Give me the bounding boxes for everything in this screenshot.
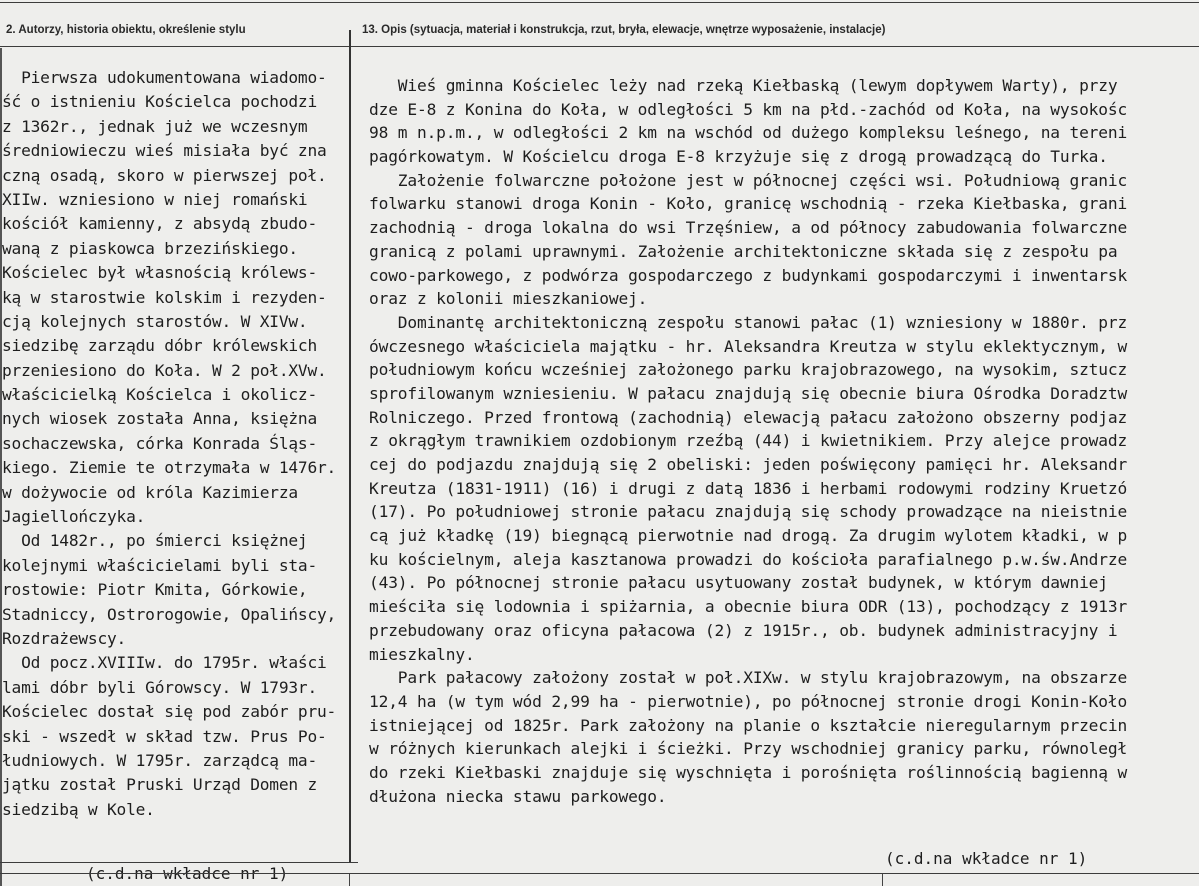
text-line: południowym końcu wcześniej założonego parku krajobrazowego, na wysokim, sztucz [369, 360, 1128, 380]
bottom-rule [0, 873, 1199, 874]
text-line: sprofilowanym wzniesieniu. W pałacu znajdują się obecnie biura Ośrodka Doradztw [369, 383, 1128, 403]
text-line: Kościelec dostał się pod zabór pru- [2, 702, 337, 722]
text-line: cą już kładkę (19) biegnącą pierwotnie nad drogą. Za drugim wylotem kładki, w p [369, 526, 1128, 546]
text-line: przeniesiono do Koła. W 2 poł.XVw. [2, 360, 327, 380]
text-line: (43). Po północnej stronie pałacu usytuowany został budynek, w którym dawniej [369, 573, 1108, 593]
bottom-rule-left [0, 862, 358, 863]
description-text-column [369, 74, 1199, 808]
text-line: czną osadą, skoro w pierwszej poł. [2, 165, 327, 185]
text-line: rostowie: Piotr Kmita, Górkowie, [2, 580, 308, 600]
text-line: w różnych kierunkach alejki i ścieżki. Przy wschodniej granicy parku, równoległ [369, 739, 1128, 759]
text-line: jątku został Pruski Urząd Domen z [2, 775, 318, 795]
text-line: Od 1482r., po śmierci księżnej [2, 531, 308, 551]
text-line: łudniowych. W 1795r. zarządcą ma- [2, 750, 318, 770]
text-line: dłużona niecka stawu parkowego. [369, 786, 667, 806]
text-line: ść o istnieniu Kościelca pochodzi [2, 92, 318, 112]
text-line: w dożywocie od króla Kazimierza [2, 482, 298, 502]
text-line: Od pocz.XVIIIw. do 1795r. właści [2, 653, 327, 673]
text-line: właścicielką Kościelca i okolicz- [2, 385, 318, 405]
text-line: ówczesnego właściciela majątku - hr. Aleksandra Kreutza w stylu eklektycznym, w [369, 336, 1128, 356]
section-2-header: 2. Autorzy, historia obiektu, określenie stylu [6, 24, 246, 36]
text-line: granicą z polami uprawnymi. Założenie architektoniczne składa się z zespołu pa [369, 241, 1118, 261]
text-line: waną z piaskowca brzezińskiego. [2, 238, 298, 258]
text-line: folwarku stanowi droga Konin - Koło, granicę wschodnią - rzeka Kiełbaska, grani [369, 194, 1128, 214]
text-line: mieszkalny. [369, 644, 475, 664]
text-line: 98 m n.p.m., w odległości 2 km na wschód od dużego kompleksu leśnego, na tereni [369, 123, 1128, 143]
text-line: kościół kamienny, z absydą zbudo- [2, 214, 318, 234]
bottom-tick-right [882, 874, 883, 886]
text-line: lami dóbr byli Górowscy. W 1793r. [2, 677, 318, 697]
bottom-tick-left [349, 874, 350, 886]
text-line: Pierwsza udokumentowana wiadomo- [2, 68, 327, 87]
top-rule [0, 2, 1199, 3]
left-continuation-note: (c.d.na wkładce nr 1) [86, 864, 289, 883]
right-continuation-note: (c.d.na wkładce nr 1) [885, 849, 1088, 868]
text-line: Wieś gminna Kościelec leży nad rzeką Kiełbaską (lewym dopływem Warty), przy [369, 76, 1118, 95]
text-line: Rolniczego. Przed frontową (zachodnią) elewacją pałacu założono obszerny podjaz [369, 407, 1128, 427]
text-line: kiego. Ziemie te otrzymała w 1476r. [2, 458, 337, 478]
text-line: ski - wszedł w skład tzw. Prus Po- [2, 726, 327, 746]
text-line: cej do podjazdu znajdują się 2 obeliski: jeden poświęcony pamięci hr. Aleksandr [369, 455, 1128, 474]
text-line: Park pałacowy założony został w poł.XIXw. w stylu krajobrazowym, na obszarze [369, 668, 1128, 688]
text-line: mieściła się lodownia i spiżarnia, a obecnie biura ODR (13), pochodzący z 1913r [369, 597, 1128, 617]
text-line: kolejnymi właścicielami byli sta- [2, 555, 318, 575]
section-13-header: 13. Opis (sytuacja, materiał i konstrukcja, rzut, bryła, elewacje, wnętrze wyposażenie, instalacje) [362, 24, 886, 36]
text-line: Rozdrażewscy. [2, 628, 127, 648]
text-line: XIIw. wzniesiono w niej romański [2, 189, 308, 209]
text-line: Stadniccy, Ostrorogowie, Opalińscy, [2, 604, 337, 624]
text-line: Dominantę architektoniczną zespołu stanowi pałac (1) wzniesiony w 1880r. prz [369, 312, 1128, 332]
text-line: dze E-8 z Konina do Koła, w odległości 5 km na płd.-zachód od Koła, na wysokośc [369, 99, 1128, 119]
text-line: Kościelec był własnością królews- [2, 263, 318, 283]
text-line: siedzibę zarządu dóbr królewskich [2, 336, 318, 356]
text-line: nych wiosek została Anna, księżna [2, 409, 318, 429]
text-line: z 1362r., jednak już we wczesnym [2, 116, 308, 136]
text-line: Jagiellończyka. [2, 507, 146, 527]
text-line: oraz z kolonii mieszkaniowej. [369, 289, 648, 309]
text-line: Kreutza (1831-1911) (16) i drugi z datą 1836 i herbami rodowymi rodziny Kruetzó [369, 478, 1128, 498]
text-line: z okrągłym trawnikiem ozdobionym rzeźbą (44) i kwietnikiem. Przy alejce prowadz [369, 431, 1128, 451]
text-line: istniejącej od 1825r. Park założony na planie o kształcie nieregularnym przecin [369, 715, 1128, 735]
text-line: 12,4 ha (w tym wód 2,99 ha - pierwotnie), po północnej stronie drogi Konin-Koło [369, 691, 1128, 711]
text-line: przebudowany oraz oficyna pałacowa (2) z 1915r., ob. budynek administracyjny i [369, 620, 1118, 640]
text-line: średniowieczu wieś misiała być zna [2, 141, 327, 161]
text-line: ką w starostwie kolskim i rezyden- [2, 287, 327, 307]
text-line: zachodnią - droga lokalna do wsi Trzęśniew, a od północy zabudowania folwarczne [369, 218, 1128, 238]
text-line: siedzibą w Kole. [2, 799, 155, 819]
text-line: pagórkowatym. W Kościelcu droga E-8 krzyżuje się z drogą prowadzącą do Turka. [369, 147, 1108, 167]
text-line: cją kolejnych starostów. W XIVw. [2, 311, 308, 331]
text-line: Założenie folwarczne położone jest w północnej części wsi. Południową granic [369, 170, 1128, 190]
history-text-column [2, 66, 357, 822]
text-line: ku kościelnym, aleja kasztanowa prowadzi do kościoła parafialnego p.w.św.Andrze [369, 549, 1128, 569]
header-rule [0, 46, 1199, 47]
text-line: sochaczewska, córka Konrada Śląs- [2, 433, 318, 453]
text-line: do rzeki Kiełbaski znajduje się wyschnięta i porośnięta roślinnością bagienną w [369, 762, 1128, 782]
text-line: (17). Po południowej stronie pałacu znajdują się schody prowadzące na nieistnie [369, 502, 1128, 522]
text-line: cowo-parkowego, z podwórza gospodarczego z budynkami gospodarczymi i inwentarsk [369, 265, 1128, 285]
